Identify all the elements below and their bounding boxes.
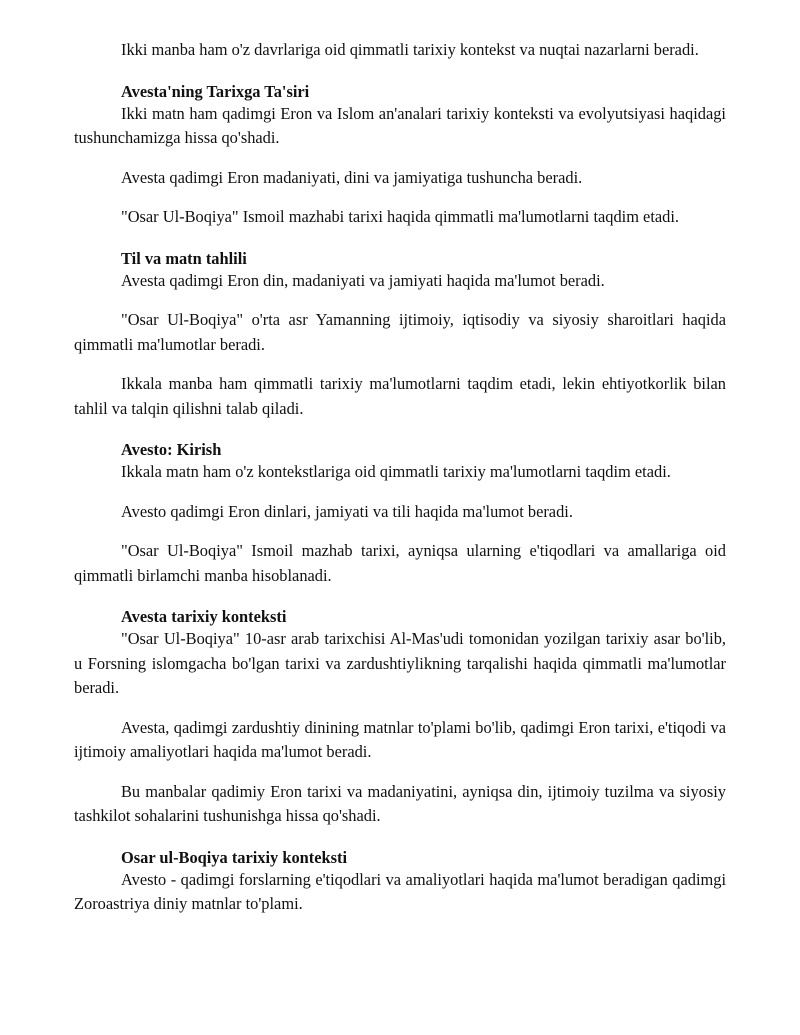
paragraph: Bu manbalar qadimiy Eron tarixi va madaniyatini, ayniqsa din, ijtimoiy tuzilma va siyosiy tashkilot sohalarini tushunishga hissa qo'shadi. (74, 781, 726, 825)
paragraph: Avesto - qadimgi forslarning e'tiqodlari va amaliyotlari haqida ma'lumot beradigan qadimgi Zoroastriya diniy matnlar to'plami. (74, 869, 726, 913)
paragraph: Avesta qadimgi Eron madaniyati, dini va jamiyatiga tushuncha beradi. (121, 167, 583, 187)
section-heading-til-va-matn-tahlili: Til va matn tahlili (121, 248, 247, 268)
paragraph: Avesto qadimgi Eron dinlari, jamiyati va tili haqida ma'lumot beradi. (121, 501, 573, 521)
paragraph: Ikkala manba ham qimmatli tarixiy ma'lumotlarni taqdim etadi, lekin ehtiyotkorlik bilan tahlil va talqin qilishni talab qiladi. (74, 374, 726, 418)
section-heading-osar-ul-boqiya-tarixiy-konteksti: Osar ul-Boqiya tarixiy konteksti (121, 847, 348, 867)
paragraph: "Osar Ul-Boqiya" Ismoil mazhab tarixi, ayniqsa ularning e'tiqodlari va amallariga oid qimmatli birlamchi manba hisoblanadi. (74, 541, 726, 585)
section-heading-avesta-tarixga-tasiri: Avesta'ning Tarixga Ta'siri (121, 81, 310, 101)
paragraph: Avesta, qadimgi zardushtiy dinining matnlar to'plami bo'lib, qadimgi Eron tarixi, e'tiqodi va ijtimoiy amaliyotlari haqida ma'lumot beradi. (74, 717, 726, 761)
paragraph: Avesta qadimgi Eron din, madaniyati va jamiyati haqida ma'lumot beradi. (121, 270, 605, 290)
paragraph: "Osar Ul-Boqiya" Ismoil mazhabi tarixi haqida qimmatli ma'lumotlarni taqdim etadi. (121, 207, 680, 226)
intro-paragraph: Ikki manba ham o'z davrlariga oid qimmatli tarixiy kontekst va nuqtai nazarlarni beradi. (121, 40, 699, 59)
section-heading-avesto-kirish: Avesto: Kirish (121, 440, 222, 459)
paragraph: "Osar Ul-Boqiya" 10-asr arab tarixchisi Al-Mas'udi tomonidan yozilgan tarixiy asar bo'lib, u Forsning islomgacha bo'lgan tarixi va zardushtiylikning tarqalishi haqida qimmatli ma'lumotlar beradi. (74, 629, 726, 697)
paragraph: Ikki matn ham qadimgi Eron va Islom an'analari tarixiy konteksti va evolyutsiyasi haqidagi tushunchamizga hissa qo'shadi. (74, 103, 726, 147)
paragraph: Ikkala matn ham o'z kontekstlariga oid qimmatli tarixiy ma'lumotlarni taqdim etadi. (121, 462, 671, 481)
paragraph: "Osar Ul-Boqiya" o'rta asr Yamanning ijtimoiy, iqtisodiy va siyosiy sharoitlari haqida qimmatli ma'lumotlar beradi. (74, 310, 726, 354)
section-heading-avesta-tarixiy-konteksti: Avesta tarixiy konteksti (121, 607, 287, 626)
